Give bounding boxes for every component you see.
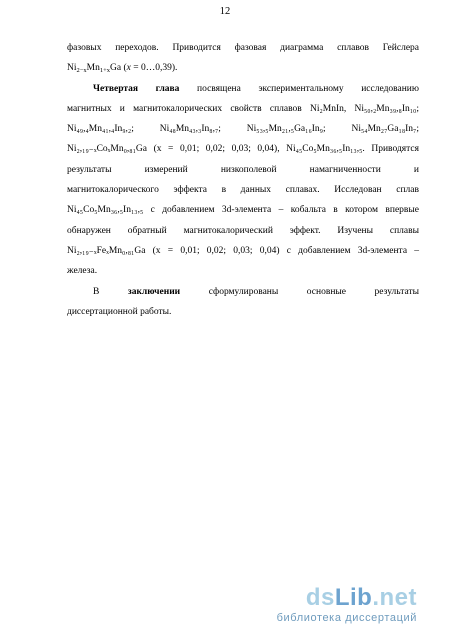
paragraph-2-line-6: магнитокалорического эффекта в данных сплавах. Исследован сплав <box>67 185 419 196</box>
dslib-tagline: библиотека диссертаций <box>276 612 417 624</box>
dslib-watermark <box>277 586 417 624</box>
paragraph-2-line-4: Ni₂,₁₉₋ₓCoₓMn₀,₈₁Ga (x = 0,01; 0,02; 0,03; 0,04), Ni₄₅Co₅Mn₃₆,₅In₁₃,₅. Приводятся <box>67 144 419 155</box>
paragraph-2-line-10: железа. <box>67 266 98 277</box>
paragraph-1-line-2: $Ni_{2-x}Mn_{1+x}Ga$ (x = 0…0,39). <box>67 63 178 75</box>
paragraph-3-line-1: В заключении сформулированы основные результаты <box>93 286 420 297</box>
paragraph-2-line-2: магнитных и магнитокалорических свойств сплавов Ni₂MnIn, Ni₅₀,₂Mn₃₉,₈In₁₀; <box>67 103 419 114</box>
paragraph-2-line-1: Четвертая глава посвящена экспериментальному исследованию <box>93 83 419 94</box>
document-body <box>67 38 419 322</box>
paragraph-3-line-2: диссертационной работы. <box>67 306 172 317</box>
paragraph-2-line-7: Ni₄₅Co₅Mn₃₆,₅In₁₃,₅ с добавлением 3d-элемента – кобальта в котором впервые <box>67 205 419 216</box>
paragraph-2-line-5: результаты измерений низкополевой намагниченности и <box>67 164 419 175</box>
paragraph-2-line-9: Ni₂,₁₉₋ₓFeₓMn₀,₈₁Ga (x = 0,01; 0,02; 0,03; 0,04) с добавлением 3d-элемента – <box>67 245 419 256</box>
dslib-logo: dsLib.net <box>305 584 417 611</box>
chapter-four-heading: Четвертая глава <box>93 83 180 94</box>
paragraph-2-line-3: Ni₄₉,₄Mn₄₁,₄In₉,₂; Ni₄₈Mn₄₃,₃In₈,₇; Ni₅₃,₅Mn₂₁,₅Ga₁₆In₉; Ni₅₄Mn₂₇Ga₁₈In₇; <box>67 124 419 135</box>
page-number: 12 <box>219 6 231 17</box>
conclusion-heading: заключении <box>127 286 181 297</box>
paragraph-2-line-8: обнаружен обратный магнитокалорический эффект. Изучены сплавы <box>67 225 419 236</box>
paragraph-1-line-1: фазовых переходов. Приводится фазовая диаграмма сплавов Гейслера <box>67 43 419 53</box>
